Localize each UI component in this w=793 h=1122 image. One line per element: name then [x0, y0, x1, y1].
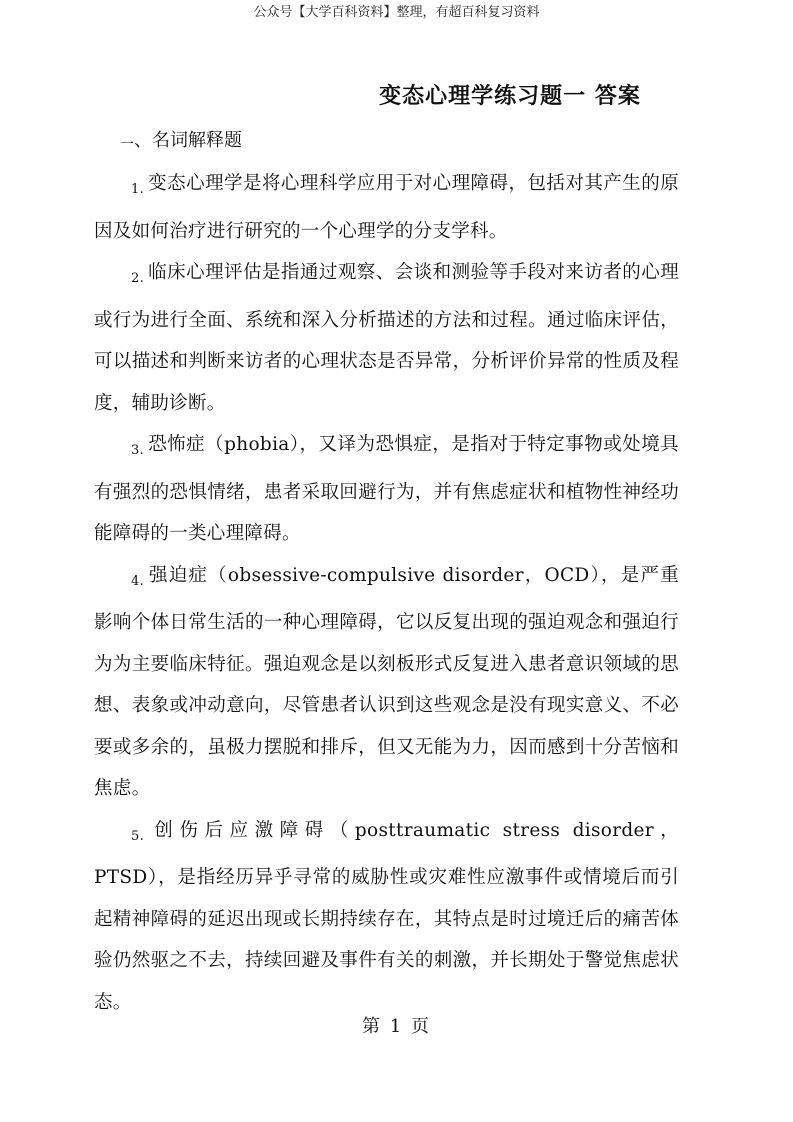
page-title: 变态心理学练习题一 答案 [379, 84, 641, 109]
answer-number: 1. [131, 182, 145, 197]
answer-paragraph-1 [94, 163, 679, 252]
answer-paragraph-4 [94, 555, 679, 810]
answer-number: 3. [131, 443, 145, 458]
header-note: 公众号【大学百科资料】整理，有超百科复习资料 [253, 5, 540, 20]
section-number: 一 [120, 137, 134, 153]
answer-text: 变态心理学是将心理科学应用于对心理障碍，包括对其产生的原因及如何治疗进行研究的一个心理学的分支学科。 [94, 173, 679, 242]
answer-paragraph-3 [94, 424, 679, 555]
section-heading [120, 128, 242, 158]
answer-number: 5. [131, 828, 145, 844]
answer-text: 强迫症（obsessive-compulsive disorder，OCD），是严重影响个体日常生活的一种心理障碍，它以反复出现的强迫观念和强迫行为为主要临床特征。强迫观念是以刻板形式反复进入患者意识领域的思想、表象或冲动意向，尽管患者认识到这些观念是没有现实意义、不必要或多余的，虽极力摆脱和排斥，但又无能为力，因而感到十分苦恼和焦虑。 [94, 564, 679, 799]
answer-text: 临床心理评估是指通过观察、会谈和测验等手段对来访者的心理或行为进行全面、系统和深入分析描述的方法和过程。通过临床评估，可以描述和判断来访者的心理状态是否异常，分析评价异常的性质及程度，辅助诊断。 [94, 262, 679, 414]
answer-paragraph-2 [94, 252, 679, 424]
answer-number: 2. [131, 271, 145, 286]
page-number: 第 1 页 [362, 1016, 431, 1037]
answer-list [94, 163, 679, 1023]
answer-text: 创伤后应激障碍（posttraumatic stress disorder，PTSD），是指经历异乎寻常的威胁性或灾难性应激事件或情境后而引起精神障碍的延迟出现或长期持续存在，其特点是时过境迁后的痛苦体验仍然驱之不去，持续回避及事件有关的刺激，并长期处于警觉焦虑状态。 [94, 819, 679, 1013]
section-label: 、名词解释题 [134, 130, 242, 151]
answer-number: 4. [131, 573, 145, 589]
answer-paragraph-5 [94, 810, 679, 1024]
answer-text: 恐怖症（phobia），又译为恐惧症，是指对于特定事物或处境具有强烈的恐惧情绪，患者采取回避行为，并有焦虑症状和植物性神经功能障碍的一类心理障碍。 [94, 434, 679, 544]
